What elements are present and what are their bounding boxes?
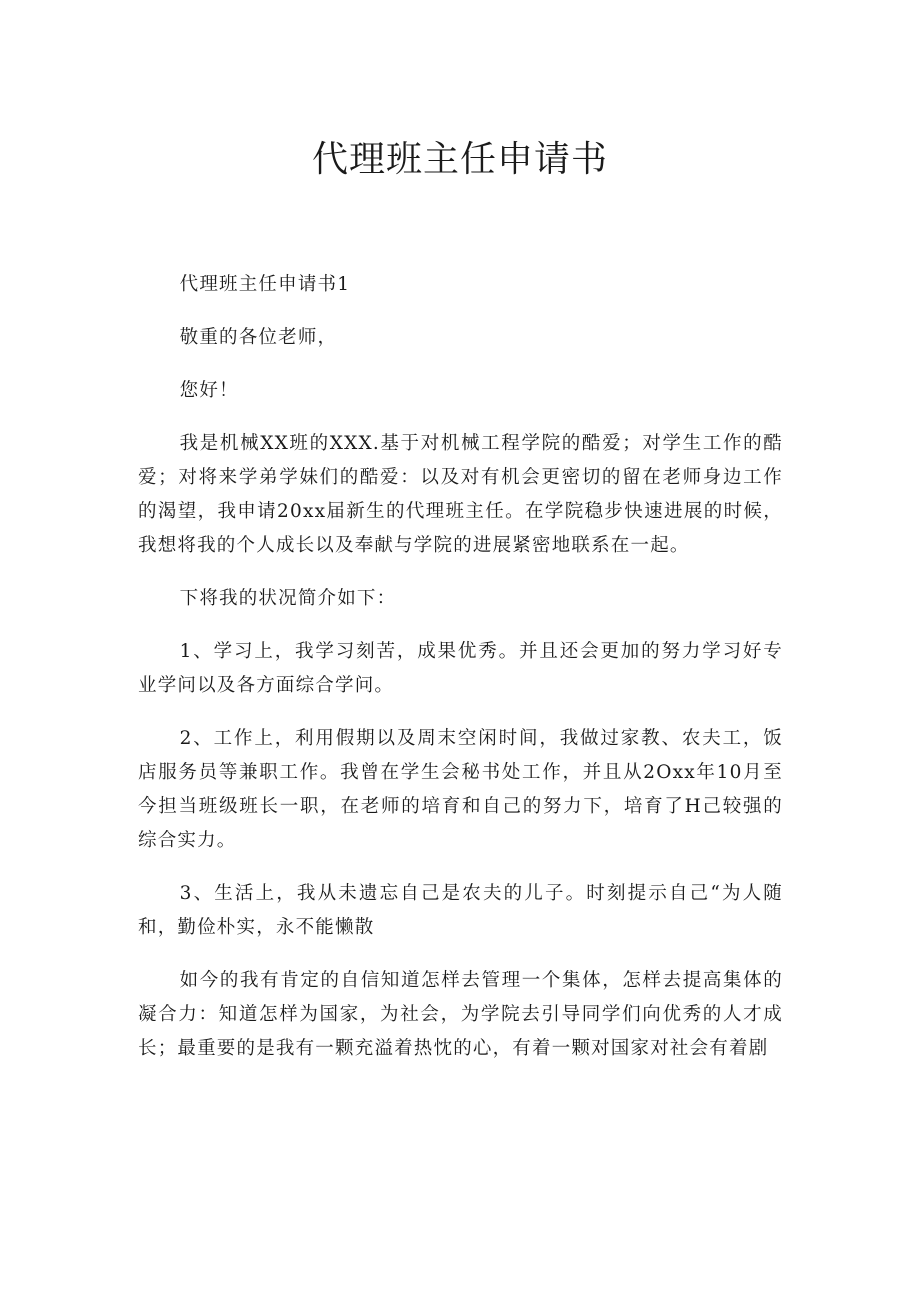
paragraph-life: 3、生活上，我从未遗忘自己是农夫的儿子。时刻提示自己“为人随和，勤俭朴实，永不能懒散 bbox=[138, 883, 783, 938]
paragraph-introduction: 我是机械XX班的XXX.基于对机械工程学院的酷爱；对学生工作的酷爱；对将来学弟学妹们的酷爱：以及对有机会更密切的留在老师身边工作的渴望，我申请20xx届新生的代理班主任。在学院稳步快速进展的时候，我想将我的个人成长以及奉献与学院的进展紧密地联系在一起。 bbox=[138, 433, 783, 556]
paragraph-work: 2、工作上，利用假期以及周末空闲时间，我做过家教、农夫工，饭店服务员等兼职工作。我曾在学生会秘书处工作，并且从2Oxx年10月至今担当班级班长一职，在老师的培育和自己的努力下，培育了H己较强的综合实力。 bbox=[138, 728, 783, 851]
document-title: 代理班主任申请书 bbox=[311, 139, 608, 180]
paragraph-study: 1、学习上，我学习刻苦，成果优秀。并且还会更加的努力学习好专业学问以及各方面综合学问。 bbox=[138, 641, 783, 696]
document-body bbox=[138, 268, 783, 1085]
paragraph-salutation: 敬重的各位老师， bbox=[179, 327, 338, 348]
paragraph-greeting: 您好！ bbox=[179, 380, 239, 401]
paragraph-overview: 下将我的状况简介如下： bbox=[179, 588, 397, 609]
paragraph-confidence: 如今的我有肯定的自信知道怎样去管理一个集体，怎样去提高集体的凝合力：知道怎样为国家，为社会，为学院去引导同学们向优秀的人才成长；最重要的是我有一颗充溢着热忱的心，有着一颗对国家对社会有着剧 bbox=[138, 970, 783, 1059]
paragraph-heading: 代理班主任申请书1 bbox=[179, 274, 351, 295]
